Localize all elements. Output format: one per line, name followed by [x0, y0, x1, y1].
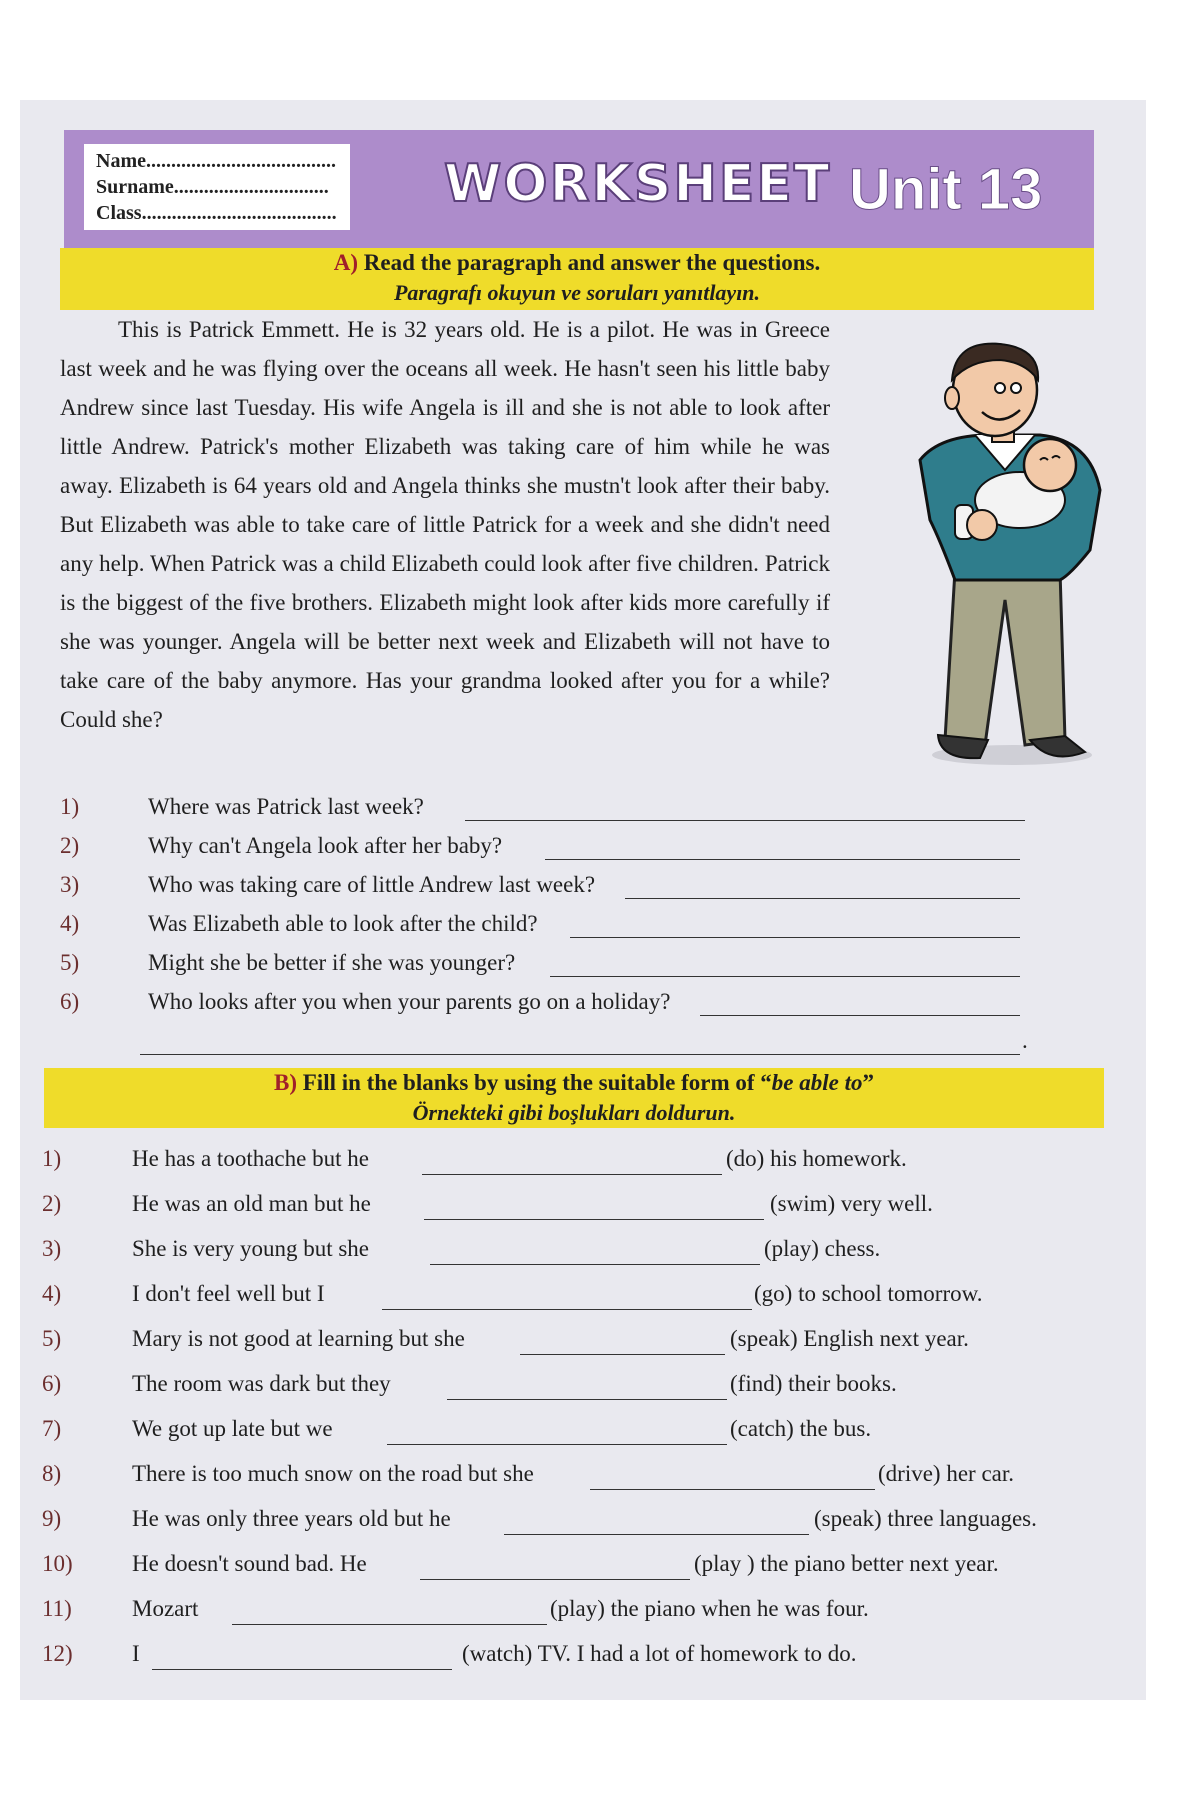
section-b-instruction-prefix: Fill in the blanks by using the suitable form of “ — [302, 1070, 772, 1095]
question-number: 4) — [60, 911, 80, 936]
item-number: 1) — [42, 1146, 62, 1171]
fill-blank-row — [42, 1185, 1132, 1230]
question-text: Why can't Angela look after her baby? — [148, 833, 503, 858]
question-text: Who looks after you when your parents go on a holiday? — [148, 989, 671, 1014]
item-number: 9) — [42, 1506, 62, 1531]
section-b-items — [42, 1140, 1132, 1680]
fill-blank[interactable] — [447, 1399, 727, 1400]
fill-blank-row — [42, 1410, 1132, 1455]
item-number: 5) — [42, 1326, 62, 1351]
surname-field[interactable]: Surname............................... — [96, 176, 329, 198]
fill-blank-row — [42, 1365, 1132, 1410]
answer-blank[interactable] — [545, 859, 1020, 860]
item-text: The room was dark but they — [132, 1371, 391, 1396]
question-number: 3) — [60, 872, 80, 897]
fill-blank-row — [42, 1590, 1132, 1635]
question-row — [60, 829, 1120, 868]
student-info-box — [84, 144, 350, 230]
item-text: He was an old man but he — [132, 1191, 371, 1216]
item-hint: (play) chess. — [764, 1236, 881, 1261]
section-b-instruction-suffix: ” — [862, 1070, 874, 1095]
answer-blank[interactable] — [570, 937, 1020, 938]
item-number: 4) — [42, 1281, 62, 1306]
fill-blank[interactable] — [430, 1264, 760, 1265]
question-row — [60, 985, 1120, 1024]
name-field[interactable]: Name...................................... — [96, 150, 336, 172]
section-a-letter: A) — [333, 250, 359, 275]
item-text: I don't feel well but I — [132, 1281, 325, 1306]
item-hint: (swim) very well. — [770, 1191, 933, 1216]
fill-blank[interactable] — [590, 1489, 875, 1490]
question-row — [60, 868, 1120, 907]
question-row — [60, 907, 1120, 946]
fill-blank[interactable] — [520, 1354, 725, 1355]
fill-blank-row — [42, 1275, 1132, 1320]
item-text: Mary is not good at learning but she — [132, 1326, 465, 1351]
item-hint: (find) their books. — [730, 1371, 897, 1396]
item-number: 6) — [42, 1371, 62, 1396]
item-hint: (watch) TV. I had a lot of homework to do. — [462, 1641, 857, 1666]
item-number: 12) — [42, 1641, 73, 1666]
item-text: We got up late but we — [132, 1416, 333, 1441]
question-number: 1) — [60, 794, 80, 819]
question-number: 2) — [60, 833, 80, 858]
item-number: 7) — [42, 1416, 62, 1441]
item-text: He doesn't sound bad. He — [132, 1551, 367, 1576]
worksheet-title: WORKSHEET — [444, 154, 832, 214]
question-text: Who was taking care of little Andrew last week? — [148, 872, 596, 897]
fill-blank[interactable] — [152, 1669, 452, 1670]
section-a-instruction-en: Read the paragraph and answer the questions. — [363, 250, 821, 275]
father-holding-baby-illustration — [900, 340, 1120, 770]
class-label: Class — [96, 202, 142, 224]
question-row-continuation — [60, 1024, 1120, 1063]
fill-blank-row — [42, 1320, 1132, 1365]
section-b-instruction-emphasis: be able to — [771, 1070, 863, 1095]
item-number: 3) — [42, 1236, 62, 1261]
section-a-instructions — [60, 248, 1094, 310]
reading-paragraph — [60, 310, 830, 739]
fill-blank[interactable] — [387, 1444, 727, 1445]
item-text: I — [132, 1641, 140, 1666]
fill-blank[interactable] — [382, 1309, 752, 1310]
item-hint: (drive) her car. — [878, 1461, 1015, 1486]
name-label: Name — [96, 150, 146, 172]
item-hint: (go) to school tomorrow. — [754, 1281, 983, 1306]
answer-blank[interactable] — [550, 976, 1020, 977]
fill-blank-row — [42, 1635, 1132, 1680]
fill-blank[interactable] — [422, 1174, 722, 1175]
end-mark: . — [1022, 1028, 1028, 1053]
answer-blank[interactable] — [625, 898, 1020, 899]
question-row — [60, 946, 1120, 985]
section-a-questions — [60, 790, 1120, 1063]
unit-title: Unit 13 — [849, 157, 1043, 222]
question-text: Where was Patrick last week? — [148, 794, 424, 819]
fill-blank-row — [42, 1140, 1132, 1185]
answer-blank-continuation[interactable] — [140, 1054, 1020, 1055]
question-text: Was Elizabeth able to look after the child? — [148, 911, 538, 936]
item-text: There is too much snow on the road but she — [132, 1461, 534, 1486]
paragraph-text: This is Patrick Emmett. He is 32 years old. He is a pilot. He was in Greece last week and he was flying over the oceans all week. He hasn't seen his little baby Andrew since last Tuesday. His wife Angela is ill and she is not able to look after little Andrew. Patrick's mother Elizabeth was taking care of him while he was away. Elizabeth is 64 years old and Angela thinks she mustn't look after their baby. But Elizabeth was able to take care of little Patrick for a week and she didn't need any help. When Patrick was a child Elizabeth could look after five children. Patrick is the biggest of the five brothers. Elizabeth might look after kids more carefully if she was younger. Angela will be better next week and Elizabeth will not have to take care of the baby anymore. Has your grandma looked after you for a while? Could she? — [60, 317, 830, 732]
item-text: Mozart — [132, 1596, 199, 1621]
item-hint: (play ) the piano better next year. — [694, 1551, 999, 1576]
question-text: Might she be better if she was younger? — [148, 950, 516, 975]
question-number: 5) — [60, 950, 80, 975]
answer-blank[interactable] — [465, 820, 1025, 821]
item-number: 11) — [42, 1596, 72, 1621]
section-b-instruction-tr: Örnekteki gibi boşlukları doldurun. — [412, 1100, 736, 1125]
answer-blank[interactable] — [700, 1015, 1020, 1016]
fill-blank[interactable] — [420, 1579, 690, 1580]
fill-blank[interactable] — [232, 1624, 547, 1625]
class-field[interactable]: Class....................................... — [96, 202, 337, 224]
worksheet-header — [64, 130, 1094, 248]
item-number: 2) — [42, 1191, 62, 1216]
fill-blank-row — [42, 1230, 1132, 1275]
item-number: 10) — [42, 1551, 73, 1576]
fill-blank-row — [42, 1500, 1132, 1545]
fill-blank[interactable] — [424, 1219, 764, 1220]
question-row — [60, 790, 1120, 829]
fill-blank[interactable] — [504, 1534, 809, 1535]
item-hint: (do) his homework. — [726, 1146, 907, 1171]
section-b-instructions — [44, 1068, 1104, 1128]
item-hint: (speak) three languages. — [814, 1506, 1037, 1531]
item-text: She is very young but she — [132, 1236, 370, 1261]
section-a-instruction-tr: Paragrafı okuyun ve soruları yanıtlayın. — [393, 280, 761, 305]
item-text: He was only three years old but he — [132, 1506, 451, 1531]
worksheet-page — [20, 100, 1146, 1700]
item-hint: (speak) English next year. — [730, 1326, 969, 1351]
item-hint: (play) the piano when he was four. — [550, 1596, 869, 1621]
section-b-letter: B) — [274, 1070, 297, 1095]
item-text: He has a toothache but he — [132, 1146, 369, 1171]
question-number: 6) — [60, 989, 80, 1014]
item-number: 8) — [42, 1461, 62, 1486]
surname-label: Surname — [96, 176, 174, 198]
fill-blank-row — [42, 1455, 1132, 1500]
fill-blank-row — [42, 1545, 1132, 1590]
item-hint: (catch) the bus. — [730, 1416, 872, 1441]
